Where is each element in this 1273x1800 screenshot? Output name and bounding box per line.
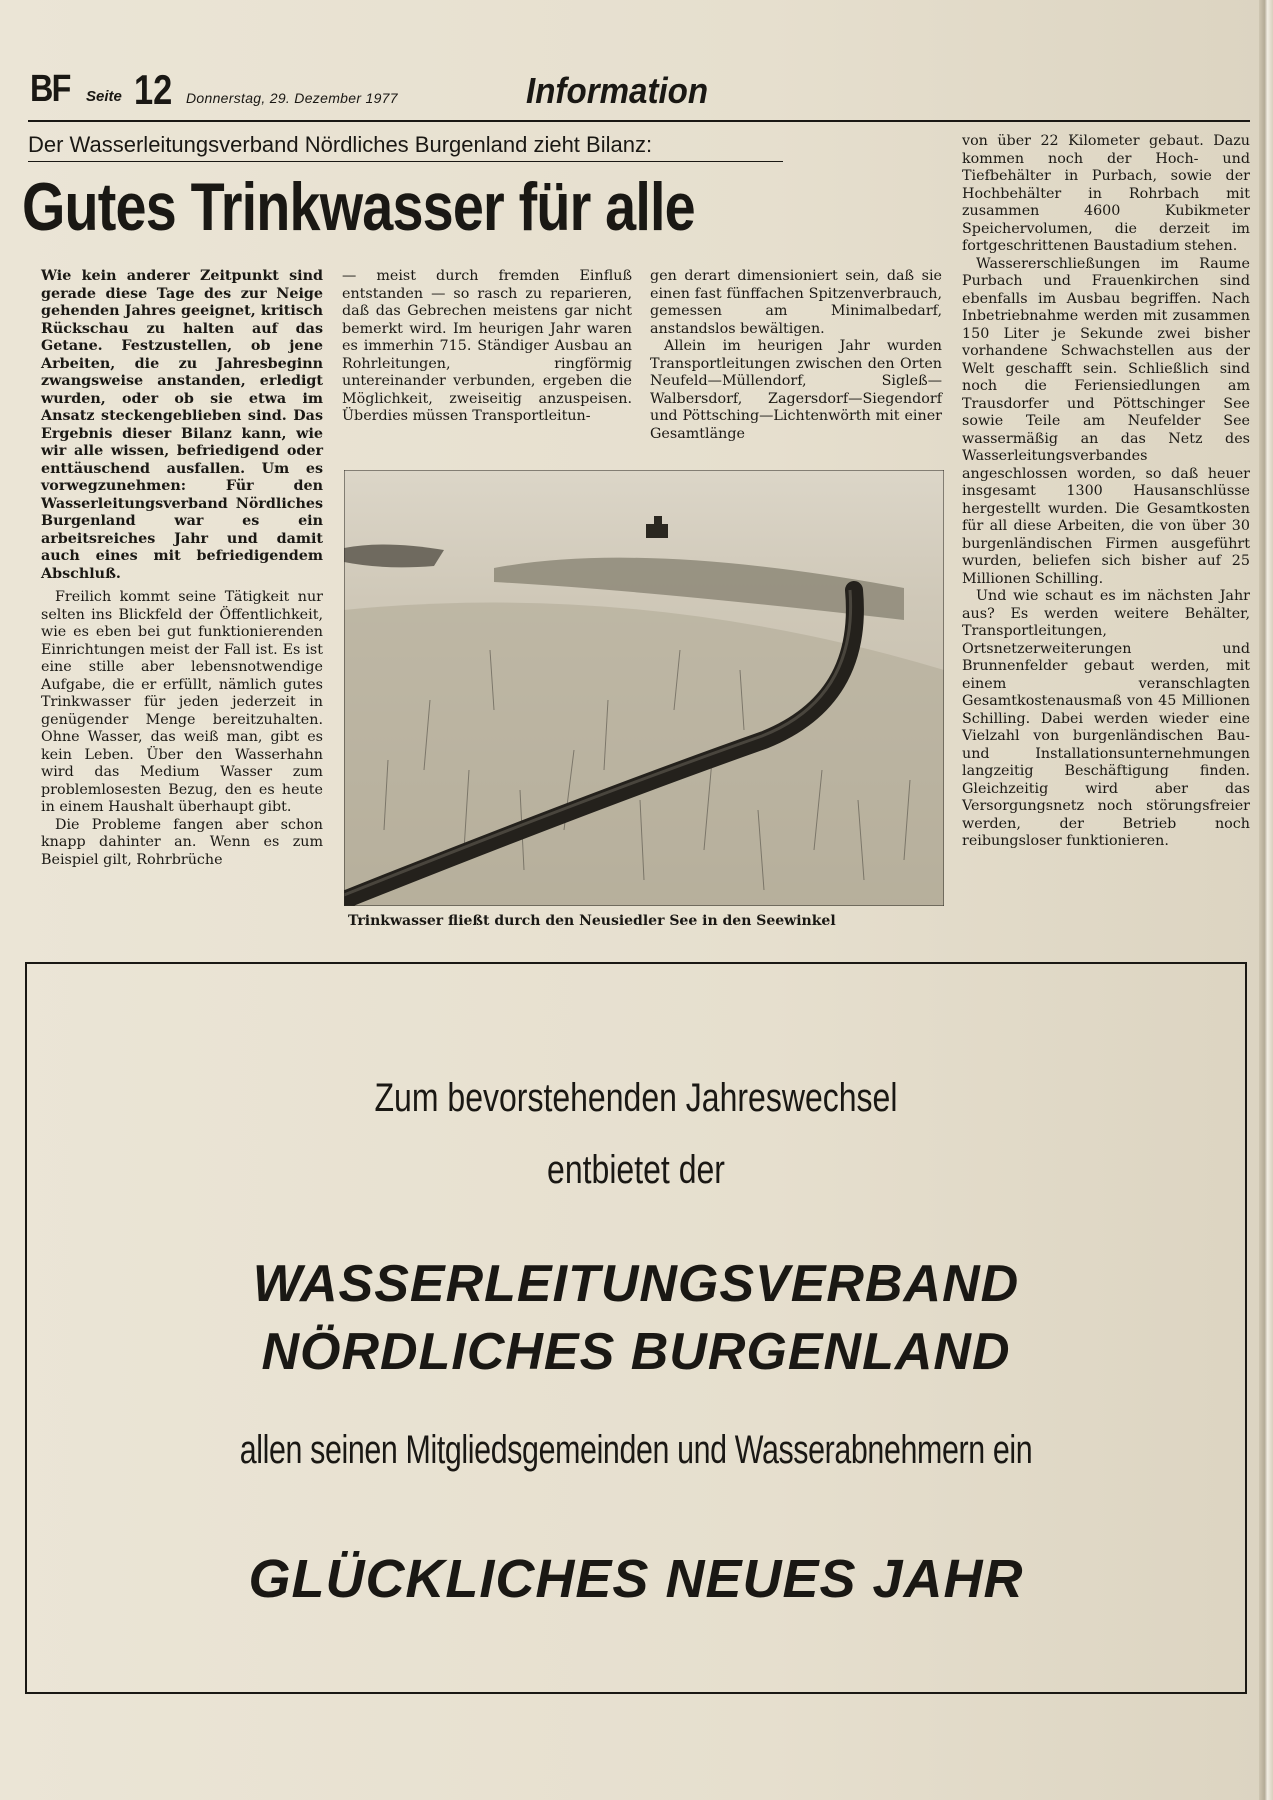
ad-greeting-line: Zum bevorstehenden Jahreswechsel	[374, 1076, 898, 1120]
section-title: Information	[526, 70, 709, 111]
body-paragraph: Freilich kommt seine Tätigkeit nur selten ins Blickfeld der Öffentlichkeit, wie es eben bei gut funktionierenden Einrichtungen meist der Fall ist. Es ist eine stille aber lebensnotwendige Aufgabe, die er erfüllt, nämlich gutes Trinkwasser für jeden jederzeit in genügender Menge bereitzuhalten. Ohne Wasser, das weiß man, gibt es kein Leben. Über den Wasserhahn wird das Medium Wasser zum problemlosesten Bezug, den es heute in einem Haushalt überhaupt gibt.	[41, 589, 323, 815]
article-column-2	[342, 268, 632, 426]
body-paragraph: — meist durch fremden Einfluß entstanden — so rasch zu reparieren, daß das Gebrechen meistens gar nicht bemerkt wird. Im heurigen Jahr waren es immerhin 715. Ständiger Ausbau an Rohrleitungen, ringförmig untereinander verbunden, ergeben die Möglichkeit, zweiseitig anzuspeisen. Überdies müssen Transportleitun-	[342, 268, 632, 424]
kicker-underline	[28, 161, 783, 162]
page-label: Seite	[86, 88, 122, 105]
ad-greeting-line: allen seinen Mitgliedsgemeinden und Wasserabnehmern ein	[239, 1428, 1033, 1472]
ad-new-year-wish: GLÜCKLICHES NEUES JAHR	[248, 1549, 1024, 1609]
article-column-3	[650, 268, 942, 443]
body-paragraph: von über 22 Kilometer gebaut. Dazu kommen noch der Hoch- und Tiefbehälter in Purbach, sowie der Hochbehälter in Rohrbach mit zusammen 4600 Kubikmeter Speichervolumen, die derzeit im fortgeschrittenen Baustadium stehen.	[962, 133, 1250, 254]
body-paragraph: Allein im heurigen Jahr wurden Transportleitungen zwischen den Orten Neufeld—Müllendorf, Sigleß—Walbersdorf, Zagersdorf—Siegendorf und Pöttsching—Lichtenwörth mit einer Gesamtlänge	[650, 338, 942, 442]
body-paragraph: Die Probleme fangen aber schon knapp dahinter an. Wenn es zum Beispiel gilt, Rohrbrüche	[41, 816, 323, 868]
article-kicker: Der Wasserleitungsverband Nördliches Burgenland zieht Bilanz:	[28, 132, 653, 157]
pipeline-photo	[344, 470, 944, 906]
distant-reeds	[344, 544, 444, 567]
issue-date: Donnerstag, 29. Dezember 1977	[186, 90, 398, 106]
ad-organization-name: WASSERLEITUNGSVERBAND	[252, 1255, 1020, 1313]
greeting-advertisement	[25, 962, 1247, 1694]
article-column-1	[41, 268, 323, 869]
page-header	[30, 66, 1250, 120]
ad-greeting-line: entbietet der	[547, 1148, 725, 1192]
page-fold-edge	[1259, 0, 1273, 1800]
lead-paragraph: Wie kein anderer Zeitpunkt sind gerade diese Tage des zur Neige gehenden Jahres geeignet, kritisch Rückschau zu halten auf das Getane. Festzustellen, ob jene Arbeiten, die zu Jahresbeginn zwangsweise anstanden, erledigt wurden, oder ob sie etwa im Ansatz steckengeblieben sind. Das Ergebnis dieser Bilanz kann, wie wir alle wissen, befriedigend oder enttäuschend ausfallen. Um es vorwegzunehmen: Für den Wasserleitungsverband Nördliches Burgenland war es ein arbeitsreiches Jahr und damit auch eines mit befriedigendem Abschluß.	[41, 268, 323, 582]
page-number: 12	[134, 66, 173, 113]
ad-organization-region: NÖRDLICHES BURGENLAND	[261, 1323, 1011, 1381]
article-column-4	[962, 133, 1250, 851]
photo-caption: Trinkwasser fließt durch den Neusiedler See in den Seewinkel	[348, 913, 836, 929]
work-boat	[646, 524, 668, 538]
body-paragraph: gen derart dimensioniert sein, daß sie einen fast fünffachen Spitzenverbrauch, gemessen am Minimalbedarf, anstandslos bewältigen.	[650, 268, 942, 337]
header-rule	[28, 120, 1250, 122]
body-paragraph: Wassererschließungen im Raume Purbach und Frauenkirchen sind ebenfalls im Ausbau begriffen. Nach Inbetriebnahme werden mit zusammen 150 Liter je Sekunde zwei bisher vorhandene Schwachstellen aus der Welt geschafft sein. Schließlich sind noch die Feriensiedlungen am Trausdorfer und Pöttschinger See sowie Teile am Neufelder See wassermäßig an das Netz des Wasserleitungsverbandes angeschlossen worden, so daß heuer insgesamt 1300 Hausanschlüsse hergestellt wurden. Die Gesamtkosten für all diese Arbeiten, die von über 30 burgenländischen Firmen ausgeführt wurden, beliefen sich bisher auf 25 Millionen Schilling.	[962, 255, 1250, 587]
newspaper-logo: BF	[30, 68, 70, 110]
article-headline: Gutes Trinkwasser für alle	[22, 169, 695, 245]
body-paragraph: Und wie schaut es im nächsten Jahr aus? Es werden weitere Behälter, Transportleitungen, Ortsnetzerweiterungen und Brunnenfelder gebaut werden, mit einem veranschlagten Gesamtkostenausmaß von 45 Millionen Schilling. Dabei werden wieder eine Vielzahl von burgenländischen Bau- und Installationsunternehmungen langzeitig Beschäftigung finden. Gleichzeitig wird aber das Versorgungsnetz noch störungsfreier werden, der Betrieb noch reibungsloser funktionieren.	[962, 588, 1250, 849]
